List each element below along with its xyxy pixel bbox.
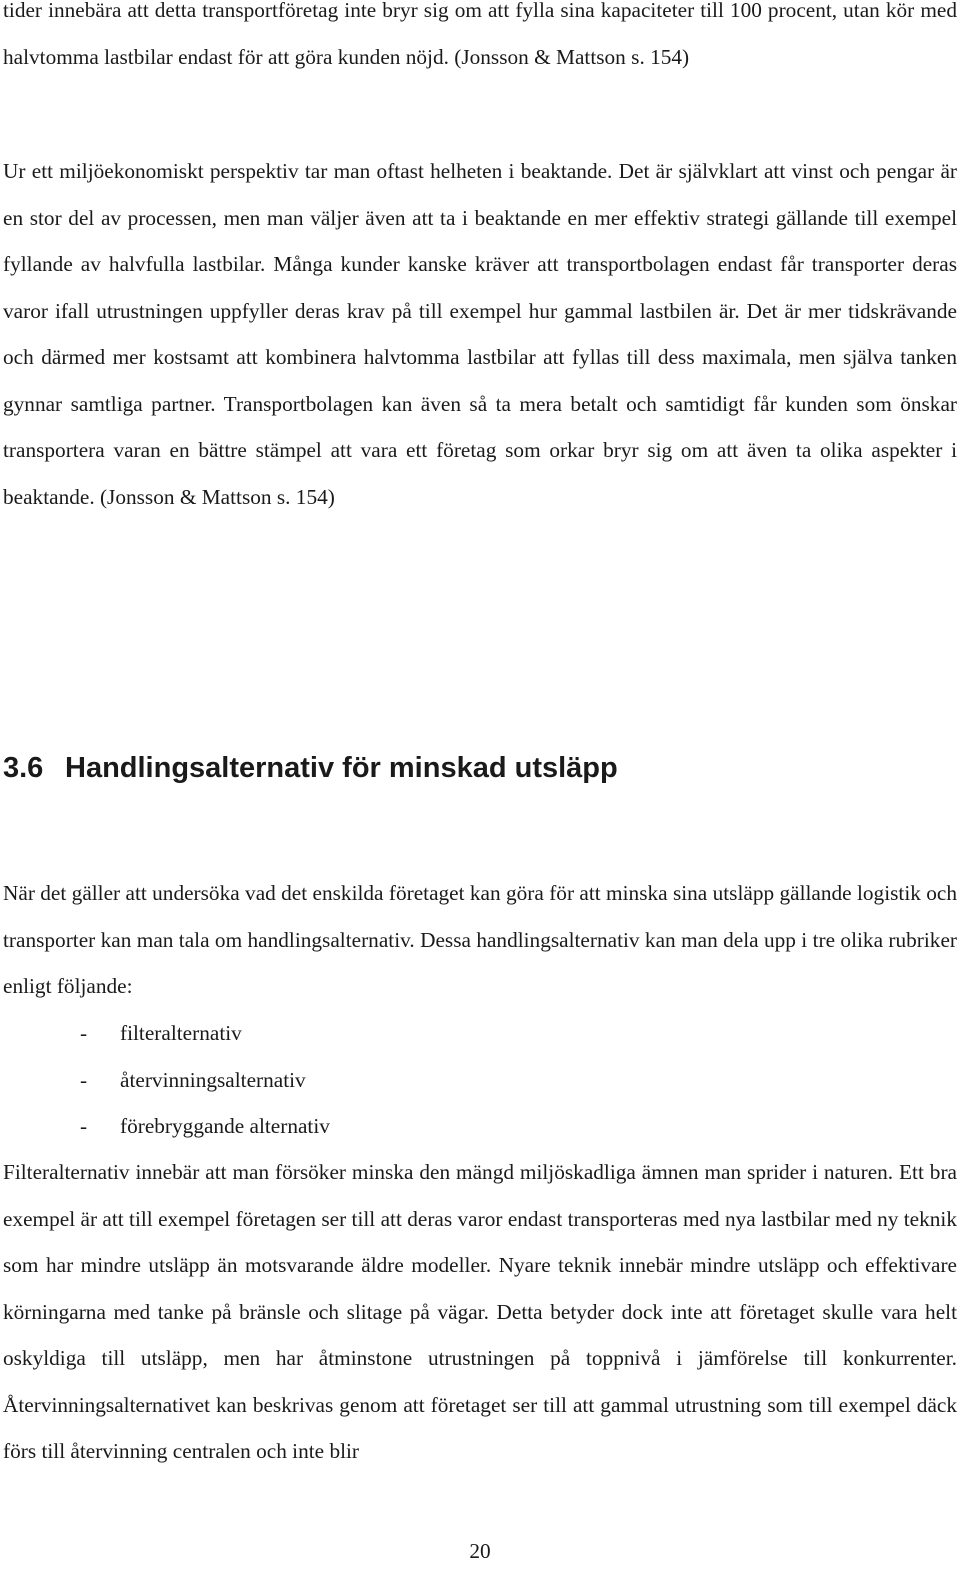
alternatives-list xyxy=(0,1010,330,1150)
section-title: Handlingsalternativ för minskad utsläpp xyxy=(65,752,618,784)
list-bullet: - xyxy=(80,1067,88,1092)
list-item-label: filteralternativ xyxy=(120,1021,242,1045)
paragraph-intro-alternatives: När det gäller att undersöka vad det enskilda företaget kan göra för att minska sina utsläpp gällande logistik och transporter kan man tala om handlingsalternativ. Dessa handlingsalternativ kan man dela upp i tre olika rubriker enligt följande: xyxy=(3,881,957,998)
section-heading xyxy=(3,740,618,796)
page-number: 20 xyxy=(469,1539,491,1563)
paragraph-top: tider innebära att detta transportföretag inte bryr sig om att fylla sina kapaciteter till 100 procent, utan kör med halvtomma lastbilar endast för att göra kunden nöjd. (Jonsson & Mattson s. 154) xyxy=(3,0,957,69)
list-bullet: - xyxy=(80,1114,88,1138)
paragraph-filter-alternative: Filteralternativ innebär att man försöker minska den mängd miljöskadliga ämnen man sprider i naturen. Ett bra exempel är att till exempel företagen ser till att deras varor endast transporteras med nya lastbilar med ny teknik som har mindre utsläpp än motsvarande äldre modeller. Nyare teknik innebär mindre utsläpp och effektivare körningarna med tanke på bränsle och slitage på vägar. Detta betyder dock inte att företaget skulle vara helt oskyldiga till utsläpp, men har åtminstone utrustningen på toppnivå i jämförelse till konkurrenter. Återvinningsalternativet kan beskrivas genom att företaget ser till att gammal utrustning som till exempel däck förs till återvinning centralen och inte blir xyxy=(3,1160,957,1463)
list-item xyxy=(0,1010,330,1057)
list-item-label: förebryggande alternativ xyxy=(120,1114,330,1138)
section-number: 3.6 xyxy=(3,752,44,784)
list-item xyxy=(0,1057,330,1104)
list-item xyxy=(0,1103,330,1150)
paragraph-environmental-perspective: Ur ett miljöekonomiskt perspektiv tar man oftast helheten i beaktande. Det är självklart att vinst och pengar är en stor del av processen, men man väljer även att ta i beaktande en mer effektiv strategi gällande till exempel fyllande av halvfulla lastbilar. Många kunder kanske kräver att transportbolagen endast får transporter deras varor ifall utrustningen uppfyller deras krav på till exempel hur gammal lastbilen är. Det är mer tidskrävande och därmed mer kostsamt att kombinera halvtomma lastbilar att fyllas till dess maximala, men själva tanken gynnar samtliga partner. Transportbolagen kan även så ta mera betalt och samtidigt får kunden som önskar transportera varan en bättre stämpel att vara ett företag som orkar bryr sig om att även ta olika aspekter i beaktande. (Jonsson & Mattson s. 154) xyxy=(3,159,957,509)
list-bullet: - xyxy=(80,1021,88,1045)
list-item-label: återvinningsalternativ xyxy=(120,1067,306,1092)
